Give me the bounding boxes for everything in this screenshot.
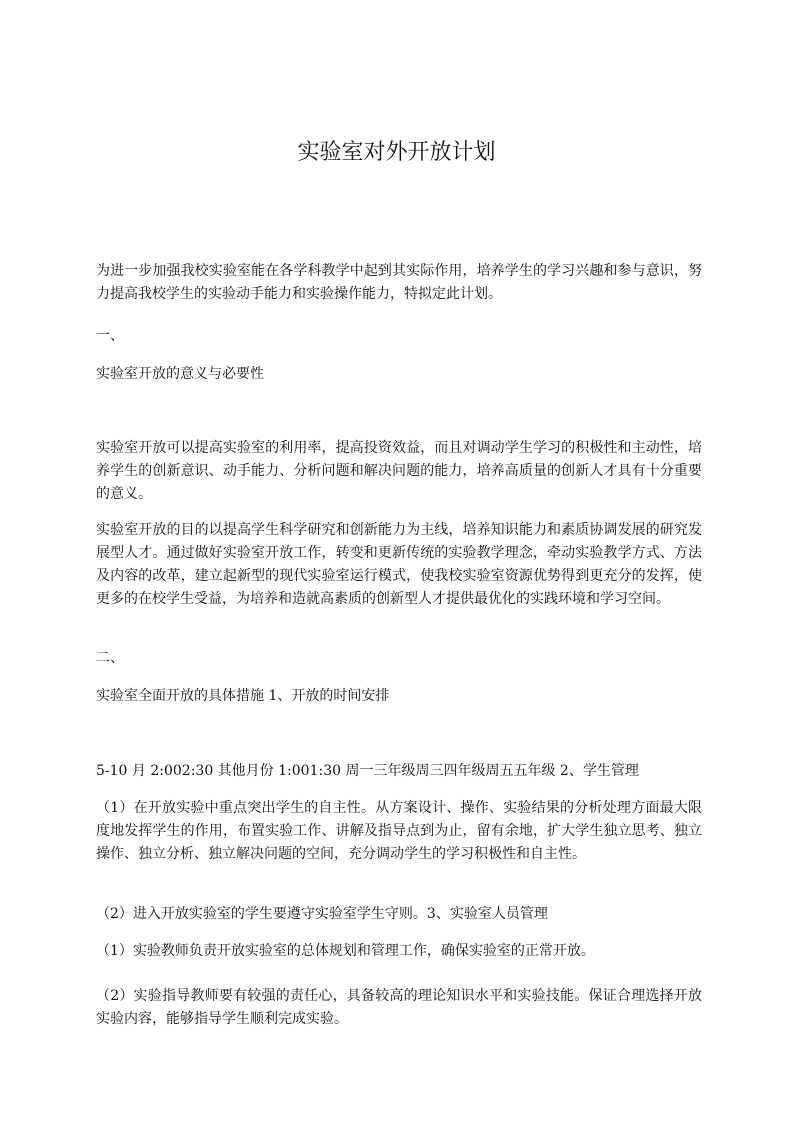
schedule-paragraph: 5-10 月 2:002:30 其他月份 1:001:30 周一三年级周三四年级周五五年级 2、学生管理 bbox=[96, 763, 639, 779]
staff-management-item-1: （1）实验教师负责开放实验室的总体规划和管理工作，确保实验室的正常开放。 bbox=[96, 943, 595, 959]
section-number-1: 一、 bbox=[96, 328, 124, 344]
section-heading-1: 实验室开放的意义与必要性 bbox=[96, 366, 264, 382]
document-title: 实验室对外开放计划 bbox=[297, 140, 496, 165]
purpose-paragraph: 实验室开放的目的以提高学生科学研究和创新能力为主线，培养知识能力和素质协调发展的研究发展型人才。通过做好实验室开放工作，转变和更新传统的实验教学理念，牵动实验教学方式、方法及内容的改革，建立起新型的现代实验室运行模式，使我校实验室资源优势得到更充分的发挥，使更多的在校学生受益，为培养和造就高素质的创新型人才提供最优化的实践环境和学习空间。 bbox=[96, 522, 702, 607]
staff-management-item-2: （2）实验指导教师要有较强的责任心，具备较高的理论知识水平和实验技能。保证合理选择开放实验内容，能够指导学生顺利完成实验。 bbox=[96, 988, 702, 1027]
section-heading-2: 实验室全面开放的具体措施 1、开放的时间安排 bbox=[96, 688, 390, 704]
student-management-item-1: （1）在开放实验中重点突出学生的自主性。从方案设计、操作、实验结果的分析处理方面最大限度地发挥学生的作用，布置实验工作、讲解及指导点到为止，留有余地，扩大学生独立思考、独立操作、独立分析、独立解决问题的空间，充分调动学生的学习积极性和自主性。 bbox=[96, 800, 702, 862]
significance-paragraph: 实验室开放可以提高实验室的利用率，提高投资效益，而且对调动学生学习的积极性和主动性，培养学生的创新意识、动手能力、分析问题和解决问题的能力，培养高质量的创新人才具有十分重要的意义。 bbox=[96, 440, 702, 502]
section-number-2: 二、 bbox=[96, 650, 124, 666]
intro-paragraph: 为进一步加强我校实验室能在各学科教学中起到其实际作用，培养学生的学习兴趣和参与意识，努力提高我校学生的实验动手能力和实验操作能力，特拟定此计划。 bbox=[96, 263, 702, 302]
student-management-item-2: （2）进入开放实验室的学生要遵守实验室学生守则。3、实验室人员管理 bbox=[96, 906, 548, 922]
